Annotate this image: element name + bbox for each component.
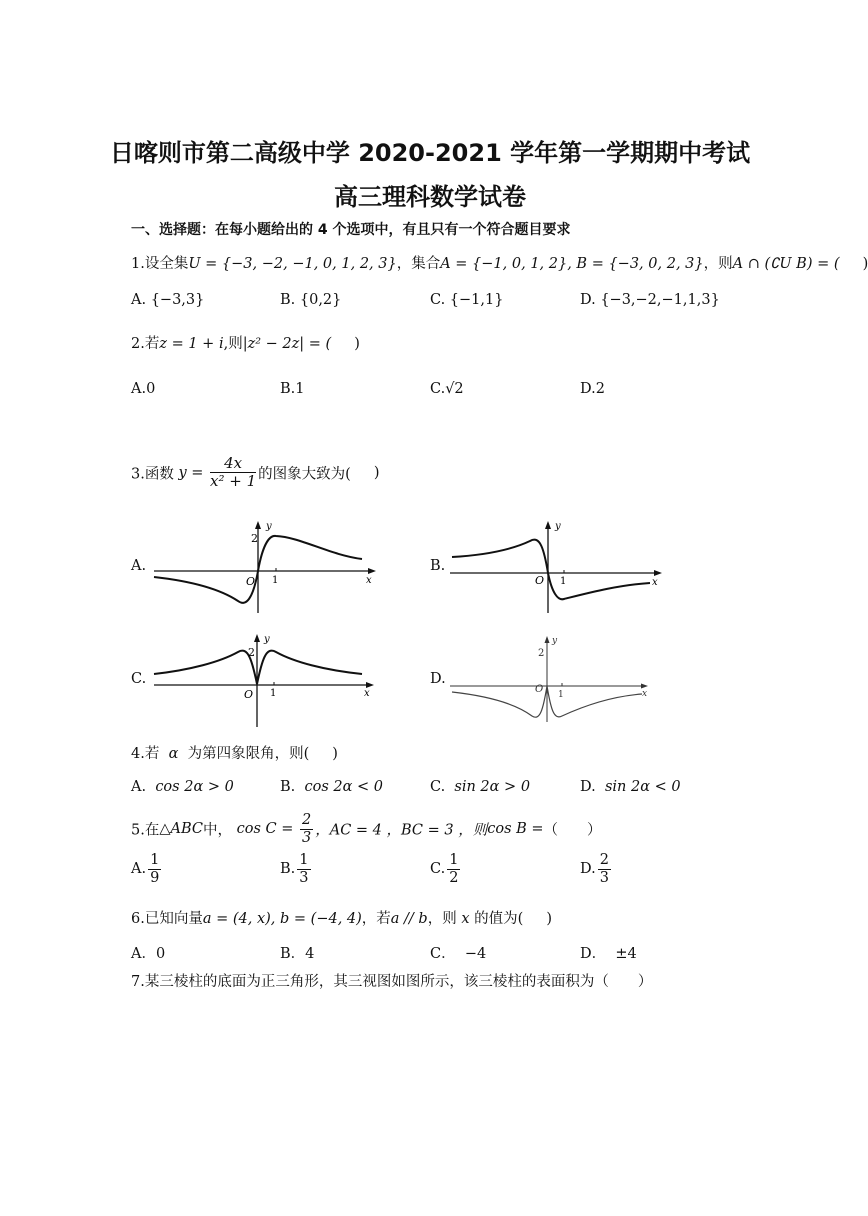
graph-d — [448, 630, 658, 725]
graph-a-y-arrow — [255, 521, 261, 529]
q5-cos-c: cos C = — [236, 821, 294, 838]
graph-b-y-arrow — [545, 521, 551, 529]
graph-b-x-label: x — [652, 577, 658, 588]
question-5 — [131, 812, 602, 846]
q1-option-a[interactable]: A. {−3,3} — [131, 292, 205, 308]
q5-option-a[interactable] — [131, 852, 163, 886]
q3-denominator: x² + 1 — [210, 472, 257, 491]
q2-option-c-math: √2 — [445, 381, 464, 397]
q4-option-b-math: cos 2α < 0 — [304, 779, 383, 795]
q5-option-a-label: A. — [131, 861, 147, 878]
q4-suffix: 为第四象限角，则( — [187, 746, 310, 762]
graph-d-origin: O — [535, 684, 544, 695]
q2-option-b[interactable]: B.1 — [280, 381, 305, 397]
q5-ask: cos B = — [487, 821, 544, 838]
q4-option-d-math: sin 2α < 0 — [604, 779, 681, 795]
q6-option-d-label: D． — [580, 946, 607, 962]
graph-d-x-label: x — [642, 689, 648, 699]
q2-prefix: 2.若 — [131, 336, 160, 352]
q3-numerator: 4x — [210, 455, 256, 473]
graph-c-curve — [154, 651, 362, 684]
q4-option-b-label: B. — [280, 779, 296, 795]
q3-y: y = — [178, 464, 204, 481]
q1-prefix: 1.设全集 — [131, 256, 189, 272]
q1-expression: A ∩ (∁U B) = ( — [732, 256, 840, 272]
graph-c-y-label: y — [264, 634, 270, 645]
graph-c-origin: O — [244, 688, 254, 701]
graph-a — [150, 515, 380, 615]
q2-expression: |z² − 2z| = ( — [242, 336, 332, 352]
graph-a-x-label: x — [366, 575, 372, 586]
q5-triangle: △ABC — [159, 821, 203, 838]
q1-then: ，则 — [703, 256, 733, 272]
graph-b-tick-one: 1 — [560, 576, 567, 587]
question-7: 7.某三棱柱的底面为正三角形，其三视图如图所示，该三棱柱的表面积为（ ） — [131, 974, 653, 990]
q5-option-b-num: 1 — [299, 852, 309, 868]
q5-option-a-fraction — [148, 852, 161, 886]
q4-option-d[interactable] — [580, 779, 681, 795]
graph-b-x-arrow — [654, 570, 662, 576]
graph-a-origin: O — [246, 575, 256, 588]
graph-a-y-label: y — [266, 521, 272, 532]
q6-parallel: a // b — [390, 911, 428, 927]
q3-prefix: 3.函数 — [131, 466, 174, 483]
q2-end: ) — [354, 336, 360, 352]
graph-d-tick-one: 1 — [558, 690, 564, 700]
exam-subtitle: 高三理科数学试卷 — [334, 183, 526, 211]
q5-option-d-label: D. — [580, 861, 596, 878]
exam-title: 日喀则市第二高级中学 2020-2021 学年第一学期期中考试 — [109, 139, 751, 167]
q5-option-a-den: 9 — [150, 869, 160, 886]
q5-option-b-label: B. — [280, 861, 296, 878]
graph-d-label[interactable]: D. — [430, 671, 446, 687]
q6-if: ，若 — [361, 911, 391, 927]
q4-prefix: 4.若 — [131, 746, 160, 762]
q4-option-c-math: sin 2α > 0 — [454, 779, 531, 795]
q5-numerator: 2 — [301, 812, 312, 828]
q6-vectors: a = (4, x), b = (−4, 4) — [202, 911, 362, 927]
graph-a-tick-two: 2 — [251, 532, 258, 545]
question-6 — [131, 907, 552, 928]
q5-rest: ，AC = 4 ，BC = 3 ，则 — [315, 822, 488, 839]
graph-d-x-arrow — [641, 684, 648, 689]
section-heading: 一、选择题：在每小题给出的 4 个选项中，有且只有一个符合题目要求 — [131, 222, 571, 238]
q4-option-a-label: A. — [131, 779, 147, 795]
q4-option-a[interactable] — [131, 779, 234, 795]
q5-option-c-label: C. — [430, 861, 446, 878]
question-4 — [131, 742, 338, 763]
q5-option-b[interactable] — [280, 852, 313, 886]
q4-end: ) — [332, 746, 338, 762]
question-3 — [131, 455, 380, 491]
q5-prefix: 5.在 — [131, 822, 160, 839]
q6-option-d-math: ±4 — [615, 946, 637, 962]
q1-mid: ，集合 — [396, 256, 441, 272]
q5-option-c-num: 1 — [449, 852, 459, 868]
q6-option-d[interactable] — [580, 942, 637, 963]
q2-then: ,则 — [223, 336, 243, 352]
q2-option-c-label: C. — [430, 381, 446, 397]
q5-option-a-num: 1 — [150, 852, 160, 868]
q4-alpha: α — [168, 746, 179, 762]
q1-end: ) — [862, 256, 868, 272]
q1-option-c[interactable]: C. {−1,1} — [430, 292, 504, 308]
graph-b-label[interactable]: B. — [430, 558, 446, 574]
graph-d-tick-two: 2 — [538, 648, 545, 659]
graph-d-y-label: y — [552, 636, 558, 646]
graph-c-x-label: x — [364, 688, 370, 699]
q5-option-c-fraction — [447, 852, 460, 886]
q5-zhong: 中， — [203, 822, 232, 839]
q5-option-d[interactable] — [580, 852, 613, 886]
graph-b-curve — [452, 540, 650, 600]
graph-b-origin: O — [535, 574, 545, 587]
q6-end: ) — [546, 911, 553, 927]
question-2 — [131, 332, 360, 353]
graph-a-x-arrow — [368, 568, 376, 574]
q5-end: （ ） — [543, 822, 602, 839]
q6-prefix: 6.已知向量 — [131, 911, 203, 927]
graph-d-y-arrow — [545, 636, 550, 643]
q1-sets: A = {−1, 0, 1, 2}, B = {−3, 0, 2, 3} — [440, 256, 704, 272]
q1-universal-set: U = {−3, −2, −1, 0, 1, 2, 3} — [188, 256, 397, 272]
q5-denominator: 3 — [301, 829, 312, 846]
q5-option-d-den: 3 — [599, 869, 609, 886]
question-1 — [131, 252, 868, 273]
q6-option-c[interactable] — [430, 942, 486, 963]
q6-suffix: 的值为( — [474, 911, 524, 927]
q6-then: ，则 — [427, 911, 457, 927]
q5-option-c[interactable] — [430, 852, 462, 886]
graph-b — [448, 515, 668, 615]
q4-option-c[interactable] — [430, 779, 530, 795]
q3-end: ) — [373, 464, 380, 481]
q6-x: x — [461, 911, 470, 927]
q5-option-b-den: 3 — [299, 869, 309, 886]
q5-option-b-fraction — [297, 852, 310, 886]
q6-option-b[interactable]: B．4 — [280, 946, 315, 962]
q1-option-b[interactable]: B. {0,2} — [280, 292, 342, 308]
q2-z: z = 1 + i — [159, 336, 224, 352]
q6-option-c-label: C． — [430, 946, 456, 962]
q6-option-a[interactable]: A．0 — [131, 946, 166, 962]
q4-option-b[interactable] — [280, 779, 383, 795]
q3-suffix: 的图象大致为( — [258, 466, 351, 483]
q1-option-d[interactable]: D. {−3,−2,−1,1,3} — [580, 292, 720, 308]
q5-option-d-num: 2 — [599, 852, 609, 868]
graph-c-label[interactable]: C. — [131, 671, 147, 687]
q5-fraction — [300, 812, 313, 846]
graph-c-tick-two: 2 — [248, 646, 255, 659]
graph-a-label[interactable]: A. — [131, 558, 147, 574]
q2-option-c[interactable] — [430, 381, 464, 397]
graph-b-y-label: y — [555, 521, 561, 532]
q2-option-a[interactable]: A.0 — [131, 381, 156, 397]
q5-option-d-fraction — [598, 852, 611, 886]
q4-option-c-label: C. — [430, 779, 446, 795]
graph-c-tick-one: 1 — [270, 688, 277, 699]
graph-a-tick-one: 1 — [272, 575, 279, 586]
q3-fraction — [210, 455, 256, 491]
graph-c — [150, 630, 380, 730]
q2-option-d[interactable]: D.2 — [580, 381, 605, 397]
q5-option-c-den: 2 — [449, 869, 459, 886]
graph-c-y-arrow — [254, 634, 260, 642]
q4-option-a-math: cos 2α > 0 — [155, 779, 234, 795]
q4-option-d-label: D. — [580, 779, 596, 795]
q6-option-c-math: −4 — [464, 946, 487, 962]
